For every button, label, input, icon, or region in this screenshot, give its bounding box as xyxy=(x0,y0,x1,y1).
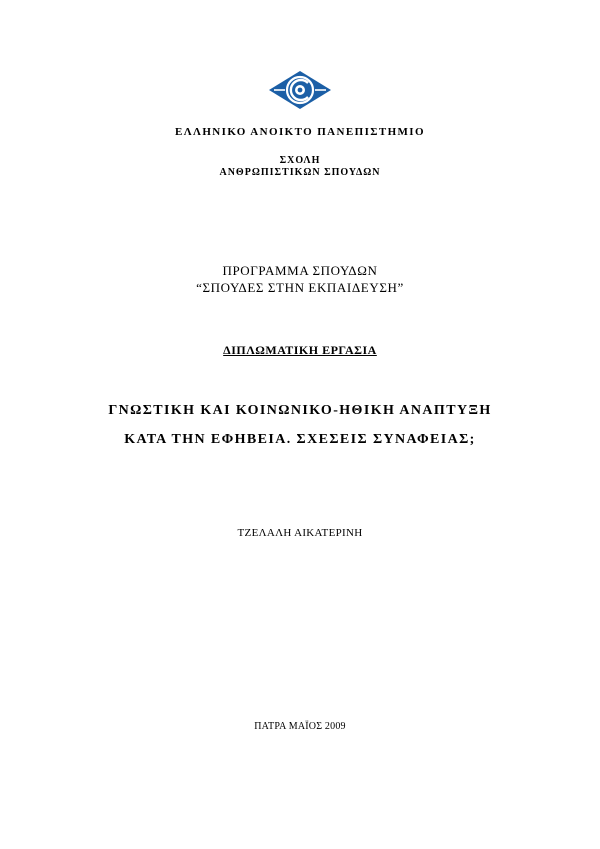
programme-label: ΠΡΟΓΡΑΜΜΑ ΣΠΟΥΔΩΝ xyxy=(222,263,378,278)
place-and-date: ΠΑΤΡΑ ΜΑΪΟΣ 2009 xyxy=(254,721,346,732)
university-name: ΕΛΛΗΝΙΚΟ ΑΝΟΙΚΤΟ ΠΑΝΕΠΙΣΤΗΜΙΟ xyxy=(175,126,425,138)
thesis-title-line-1: ΓΝΩΣΤΙΚΗ ΚΑΙ ΚΟΙΝΩΝΙΚΟ-ΗΘΙΚΗ ΑΝΑΠΤΥΞΗ xyxy=(108,403,492,418)
author-name: ΤΖΕΛΑΛΗ ΑΙΚΑΤΕΡΙΝΗ xyxy=(237,527,363,539)
university-logo-icon xyxy=(268,70,332,110)
faculty-name: ΑΝΘΡΩΠΙΣΤΙΚΩΝ ΣΠΟΥΔΩΝ xyxy=(219,167,381,178)
school-label: ΣΧΟΛΗ xyxy=(279,155,321,166)
programme-name: “ΣΠΟΥΔΕΣ ΣΤΗΝ ΕΚΠΑΙΔΕΥΣΗ” xyxy=(196,280,404,295)
document-type: ΔΙΠΛΩΜΑΤΙΚΗ ΕΡΓΑΣΙΑ xyxy=(223,343,377,357)
thesis-title-line-2: ΚΑΤΑ ΤΗΝ ΕΦΗΒΕΙΑ. ΣΧΕΣΕΙΣ ΣΥΝΑΦΕΙΑΣ; xyxy=(124,432,476,447)
